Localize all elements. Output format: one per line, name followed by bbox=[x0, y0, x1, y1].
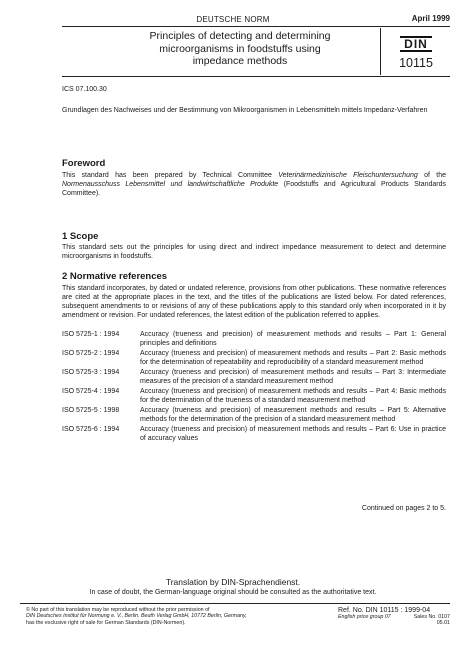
reference-item bbox=[62, 368, 446, 386]
reference-code: ISO 5725-5 : 1998 bbox=[62, 407, 120, 414]
normative-references-heading: 2 Normative references bbox=[62, 271, 168, 282]
committee-name: Veterinärmedizinische Fleischuntersuchung bbox=[278, 172, 418, 179]
reference-code: ISO 5725-3 : 1994 bbox=[62, 369, 120, 376]
top-divider bbox=[62, 26, 450, 27]
title-separator bbox=[380, 28, 381, 75]
authoritative-text-note: In case of doubt, the German-language original should be consulted as the authoritative text. bbox=[89, 589, 377, 596]
normative-references-intro: This standard incorporates, by dated or undated reference, provisions from other publications. These normative references are cited at the appropriate places in the text, and the titles of the publications are listed below. For dated references, subsequent amendments to or revisions of any of these publications apply to this standard only when incorporated in it by amendment or revision. For undated references, the latest edition of the publication referred to applies. bbox=[62, 285, 446, 319]
price-group: English price group 07 bbox=[338, 614, 391, 620]
copyright-notice bbox=[26, 607, 316, 626]
copyright-line: has the exclusive right of sale for German Standards (DIN-Normen). bbox=[26, 619, 186, 626]
foreword-heading: Foreword bbox=[62, 158, 106, 169]
reference-number-block bbox=[338, 607, 450, 626]
title-line: microorganisms in foodstuffs using bbox=[159, 42, 321, 55]
reference-item bbox=[62, 406, 446, 424]
reference-item bbox=[62, 425, 446, 443]
reference-title: Accuracy (trueness and precision) of measurement methods and results – Part 1: General principles and definitions bbox=[140, 331, 446, 347]
reference-number: Ref. No. DIN 10115 : 1999-04 bbox=[338, 607, 431, 614]
reference-title: Accuracy (trueness and precision) of measurement methods and results – Part 2: Basic methods for the determination of repeatability and reproducibility of a standard measurement method bbox=[140, 350, 446, 366]
din-logo bbox=[394, 35, 438, 70]
german-title: Grundlagen des Nachweises und der Bestimmung von Mikroorganismen in Lebensmitteln mittels Impedanz-Verfahren bbox=[62, 107, 428, 114]
document-title bbox=[95, 30, 385, 68]
din-logo-mark: DIN bbox=[400, 36, 432, 52]
copyright-line: © No part of this translation may be reproduced without the prior permission of bbox=[26, 607, 210, 613]
reference-item bbox=[62, 330, 446, 348]
scope-heading: 1 Scope bbox=[62, 231, 99, 242]
ics-code: ICS 07.100.30 bbox=[62, 86, 107, 93]
reference-item bbox=[62, 349, 446, 367]
title-line: impedance methods bbox=[192, 55, 288, 67]
foreword-text-part: This standard has been prepared by Technical Committee bbox=[62, 172, 279, 179]
reference-code: ISO 5725-4 : 1994 bbox=[62, 388, 120, 395]
standard-label: DEUTSCHE NORM bbox=[196, 15, 270, 24]
title-line: Principles of detecting and determining bbox=[149, 30, 331, 42]
footer-divider bbox=[20, 603, 450, 604]
foreword-text-part: (Foodstuffs and Agricultural Products Standards Committee). bbox=[62, 181, 446, 197]
standards-committee-name: Normenausschuss Lebensmittel und landwirtschaftliche Produkte bbox=[62, 181, 279, 188]
reference-code: ISO 5725-2 : 1994 bbox=[62, 350, 120, 357]
foreword-text bbox=[62, 171, 446, 198]
scope-text: This standard sets out the principles for using direct and indirect impedance measurement to detect and determine microorganisms in foodstuffs. bbox=[62, 244, 446, 260]
reference-code: ISO 5725-1 : 1994 bbox=[62, 331, 120, 338]
reference-item bbox=[62, 387, 446, 405]
reference-title: Accuracy (trueness and precision) of measurement methods and results – Part 5: Alternative methods for the determination of the precision of a standard measurement method bbox=[140, 407, 446, 423]
copyright-line: DIN Deutsches Institut für Normung e. V., Berlin. Beuth Verlag GmbH, 10772 Berlin, Germany, bbox=[26, 613, 247, 620]
publication-date: April 1999 bbox=[411, 14, 450, 23]
reference-code: ISO 5725-6 : 1994 bbox=[62, 426, 120, 433]
continuation-note: Continued on pages 2 to 5. bbox=[361, 505, 446, 512]
foreword-text-part: of the bbox=[417, 172, 446, 179]
sales-number: Sales No. 0107 bbox=[413, 614, 450, 620]
standard-number: 10115 bbox=[399, 56, 433, 70]
translation-note: Translation by DIN-Sprachendienst. bbox=[165, 577, 301, 587]
reference-title: Accuracy (trueness and precision) of measurement methods and results – Part 4: Basic methods for the determination of the trueness of a standard measurement method bbox=[140, 388, 446, 404]
reference-list bbox=[62, 330, 446, 444]
print-code: 05.01 bbox=[436, 620, 450, 627]
reference-title: Accuracy (trueness and precision) of measurement methods and results – Part 6: Use in practice of accuracy values bbox=[140, 426, 446, 442]
reference-title: Accuracy (trueness and precision) of measurement methods and results – Part 3: Intermediate measures of the precision of a standard measurement method bbox=[140, 369, 446, 385]
header-divider bbox=[62, 76, 450, 77]
